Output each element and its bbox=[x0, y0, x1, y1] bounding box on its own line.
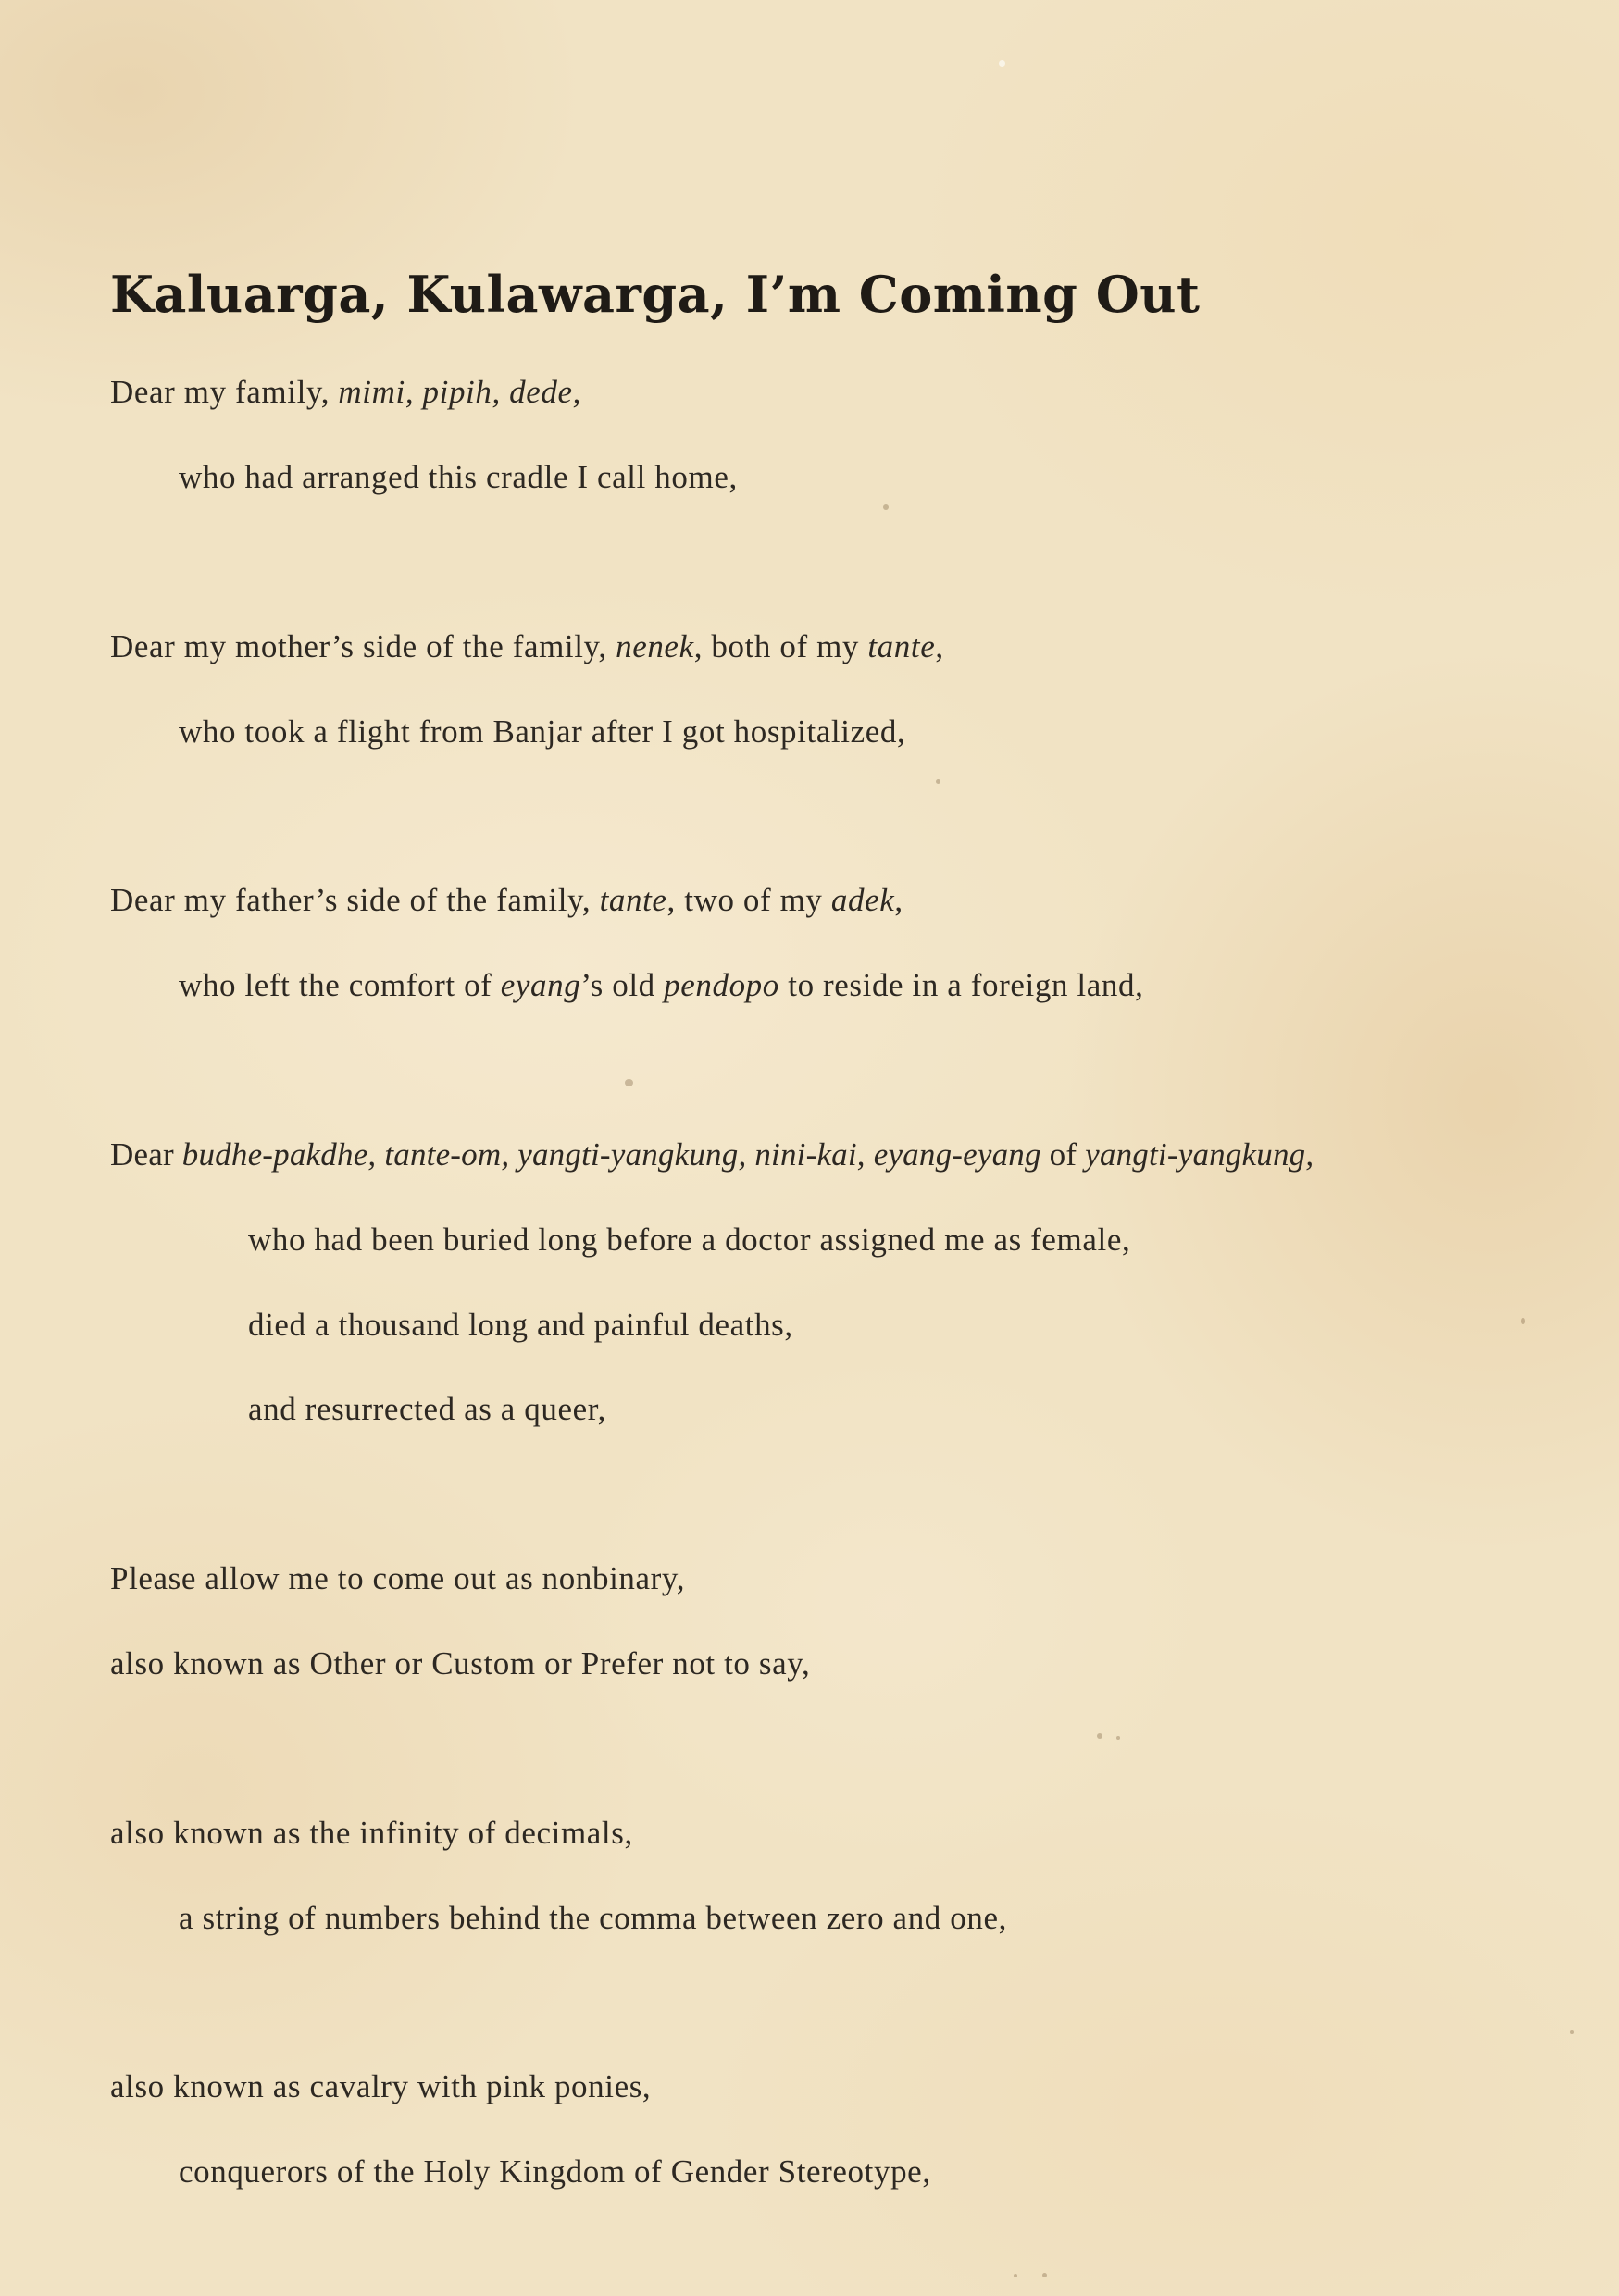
text-span: to reside in a foreign land, bbox=[778, 967, 1144, 1003]
poem-line bbox=[179, 712, 905, 752]
poem-line bbox=[110, 880, 903, 921]
text-span: Dear my father’s side of the family, bbox=[110, 882, 600, 918]
poem-line bbox=[248, 1305, 793, 1346]
poem-line bbox=[110, 1813, 633, 1854]
italic-word: tante bbox=[867, 628, 936, 664]
text-span: a string of numbers behind the comma between zero and one, bbox=[179, 1900, 1007, 1936]
text-span: who had been buried long before a doctor assigned me as female, bbox=[248, 1222, 1131, 1258]
poem-title: Kaluarga, Kulawarga, I’m Coming Out bbox=[110, 265, 1201, 324]
poem-line bbox=[110, 372, 581, 413]
poem-line bbox=[110, 2066, 651, 2107]
text-span: Dear my family, bbox=[110, 374, 339, 410]
text-span: also known as Other or Custom or Prefer not to say, bbox=[110, 1645, 811, 1682]
text-span: also known as the infinity of decimals, bbox=[110, 1815, 633, 1851]
italic-word: eyang bbox=[500, 967, 581, 1003]
text-span: , bbox=[935, 628, 944, 664]
text-span: who took a flight from Banjar after I got hospitalized, bbox=[179, 714, 906, 750]
italic-word: mimi, pipih, dede, bbox=[338, 374, 581, 410]
text-span: Please allow me to come out as nonbinary, bbox=[110, 1560, 686, 1596]
italic-word: tante bbox=[599, 882, 667, 918]
text-span: , both of my bbox=[693, 628, 868, 664]
text-span: Dear my mother’s side of the family, bbox=[110, 628, 616, 664]
text-span: died a thousand long and painful deaths, bbox=[248, 1307, 793, 1343]
poem-line bbox=[110, 1135, 1314, 1175]
italic-word: yangti-yangkung, bbox=[1085, 1136, 1314, 1173]
italic-word: pendopo bbox=[664, 967, 779, 1003]
italic-word: adek bbox=[830, 882, 895, 918]
italic-word: nenek bbox=[616, 628, 694, 664]
poem-line bbox=[179, 965, 1143, 1006]
poem-line bbox=[248, 1389, 606, 1430]
poem-line bbox=[110, 1558, 685, 1599]
text-span: who left the comfort of bbox=[179, 967, 501, 1003]
text-span: Dear bbox=[110, 1136, 182, 1173]
text-span: and resurrected as a queer, bbox=[248, 1391, 606, 1427]
poem-line bbox=[179, 457, 738, 498]
poem-line bbox=[179, 2152, 931, 2192]
poem-line bbox=[248, 1220, 1130, 1260]
text-span: conquerors of the Holy Kingdom of Gender Stereotype, bbox=[179, 2153, 931, 2190]
text-span: , two of my bbox=[666, 882, 831, 918]
poem-line bbox=[179, 1898, 1007, 1939]
text-span: who had arranged this cradle I call home, bbox=[179, 459, 738, 495]
poem-line bbox=[110, 627, 944, 667]
text-span: ’s old bbox=[580, 967, 665, 1003]
text-span: of bbox=[1040, 1136, 1086, 1173]
text-span: , bbox=[894, 882, 903, 918]
poem-line bbox=[110, 1644, 810, 1684]
italic-word: budhe-pakdhe, tante-om, yangti-yangkung, nini-kai, eyang-eyang bbox=[181, 1136, 1041, 1173]
text-span: also known as cavalry with pink ponies, bbox=[110, 2068, 652, 2104]
